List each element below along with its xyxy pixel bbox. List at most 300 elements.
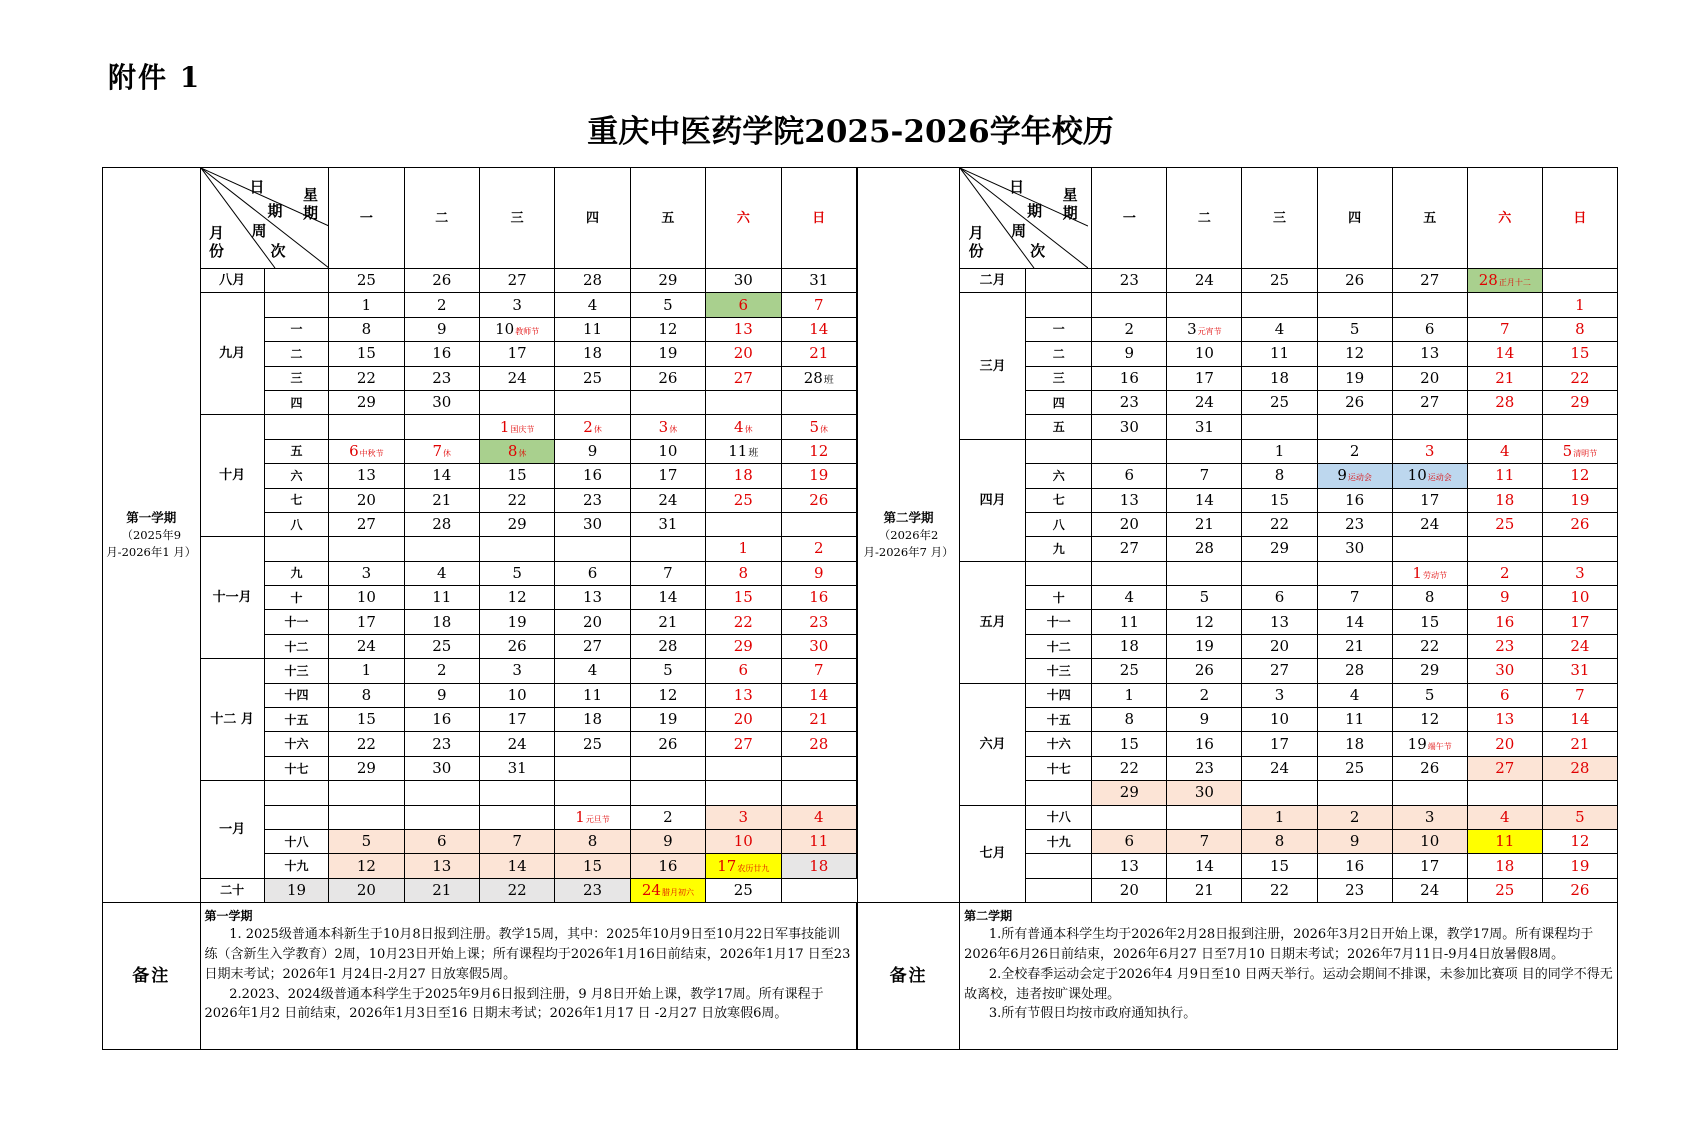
semester2-day-number: 14 [1495,344,1515,363]
semester2-week-number: 十九 [1026,829,1092,853]
semester1-day-annotation: 班 [748,447,759,459]
semester2-day-cell [1242,512,1317,536]
semester2-day-cell [1092,439,1167,463]
semester1-day-cell [781,659,856,683]
semester1-weekday-7: 日 [781,168,856,269]
semester2-day-number: 7 [1500,319,1510,338]
semester2-day-cell [1167,269,1242,293]
semester1-day-number: 8 [587,832,598,851]
semester2-day-cell [1167,829,1242,853]
semester2-day-cell [1392,293,1467,317]
semester1-day-cell [479,561,554,585]
semester1-month-label: 九月 [200,293,264,415]
semester2-diag-zhouci-a: 周 [1011,222,1027,240]
semester2-day-cell [1467,708,1542,732]
semester2-day-cell [1317,805,1392,829]
semester2-day-number: 7 [1575,685,1585,704]
semester1-day-number: 20 [582,612,603,631]
semester1-day-number: 9 [587,441,598,460]
semester1-day-cell [404,878,479,902]
semester1-day-cell [706,317,781,341]
semester1-day-annotation: 休 [518,448,527,458]
semester1-day-number: 7 [663,563,673,582]
semester1-day-number: 29 [733,637,753,656]
semester2-day-cell [1542,317,1617,341]
semester1-day-cell [630,439,705,463]
semester1-day-cell [404,756,479,780]
semester1-day-cell [781,512,856,536]
semester2-day-number: 3 [1424,807,1435,826]
semester2-day-number: 28 [1478,271,1498,290]
semester1-calendar [102,167,857,1050]
semester2-day-cell [1092,317,1167,341]
semester1-day-cell [781,756,856,780]
semester1-day-number: 21 [432,490,452,509]
semester2-day-cell [1467,269,1542,293]
semester1-diag-xingqi: 星期 [303,186,319,222]
semester1-day-number: 7 [512,832,522,851]
semester1-notes-paragraph: 2.2023、2024级普通本科学生于2025年9月6日报到注册，9 月8日开始上课，教学17周。所有课程于2026年1月2 日前结束，2026年1月3日至16 日期末考试；2026年1月17 日 -2月27 日放寒假6周。 [204,986,824,1022]
semester1-day-cell [630,537,705,561]
semester1-day-cell [479,342,554,366]
semester2-day-cell [1167,805,1242,829]
semester2-day-number: 19 [1570,856,1590,875]
semester2-day-cell [1167,756,1242,780]
semester1-day-cell [555,610,630,634]
semester2-day-cell [1542,829,1617,853]
semester2-day-cell [1392,610,1467,634]
semester1-day-cell [404,805,479,829]
semester1-day-number: 26 [809,490,829,509]
semester1-day-cell [479,269,554,293]
semester2-week-number [1026,561,1092,585]
semester1-day-number: 7 [813,295,824,314]
semester2-day-number: 22 [1269,515,1290,534]
semester2-day-cell [1242,439,1317,463]
semester1-day-cell [706,464,781,488]
semester2-day-number: 23 [1119,271,1139,290]
semester2-day-cell [1467,366,1542,390]
semester1-day-annotation: 休 [593,424,602,434]
semester1-day-number: 18 [432,612,452,631]
semester2-term-label [858,168,960,903]
semester1-term-range: （2025年9 月-2026年1 月） [106,528,197,560]
semester1-weekday-2: 二 [404,168,479,269]
semester2-day-number: 28 [1194,539,1214,558]
semester1-day-number: 19 [809,466,829,485]
semester1-day-cell [781,488,856,512]
semester2-day-cell [1392,439,1467,463]
semester1-day-annotation: 国庆节 [510,424,535,434]
semester1-day-number: 23 [809,612,829,631]
semester2-day-number: 18 [1345,734,1365,753]
semester1-day-cell [781,537,856,561]
semester2-day-number: 21 [1345,637,1365,656]
semester2-day-cell [1167,683,1242,707]
semester1-day-number: 13 [356,466,376,485]
semester2-day-number: 3 [1274,685,1285,704]
semester2-day-number: 13 [1119,856,1139,875]
semester1-day-cell [630,732,705,756]
semester1-day-cell [329,854,404,878]
semester2-day-number: 12 [1570,832,1590,851]
semester1-week-number: 九 [264,561,328,585]
semester1-day-cell [479,634,554,658]
semester2-week-number: 九 [1026,537,1092,561]
semester2-day-number: 5 [1349,319,1360,338]
semester2-day-number: 16 [1495,612,1515,631]
semester1-day-cell [630,317,705,341]
semester1-day-cell [479,756,554,780]
semester1-day-number: 22 [356,368,376,387]
semester2-month-label: 二月 [960,269,1026,293]
semester1-day-number: 11 [728,441,748,460]
semester1-day-cell [706,781,781,805]
semester1-day-cell [781,366,856,390]
semester1-day-cell [329,512,404,536]
semester1-day-number: 2 [813,539,824,558]
semester2-week-row [858,683,1618,707]
semester2-day-cell [1242,854,1317,878]
semester2-day-number: 23 [1495,637,1515,656]
semester2-day-cell [1092,708,1167,732]
semester1-day-cell [706,561,781,585]
semester1-day-number: 9 [436,685,447,704]
semester2-day-cell [1092,415,1167,439]
semester2-day-cell [1317,293,1392,317]
semester1-day-number: 9 [436,319,447,338]
semester1-day-number: 27 [733,734,753,753]
semester1-weekday-3: 三 [479,168,554,269]
semester2-day-cell [1092,293,1167,317]
semester1-day-number: 19 [658,344,678,363]
semester1-day-cell [329,634,404,658]
semester2-diag-riqi-b: 期 [1027,202,1043,220]
semester1-day-number: 21 [658,612,678,631]
semester1-day-number: 25 [432,637,452,656]
semester2-day-cell [1467,805,1542,829]
semester2-day-number: 18 [1495,490,1515,509]
semester2-day-cell [1167,366,1242,390]
semester1-day-number: 2 [663,807,673,826]
semester1-day-cell [404,829,479,853]
semester1-day-number: 23 [432,734,452,753]
semester1-day-cell [706,488,781,512]
semester1-day-cell [479,878,554,902]
semester2-day-cell [1392,488,1467,512]
semester1-day-cell [329,683,404,707]
semester1-day-cell [404,854,479,878]
semester2-day-cell [1167,537,1242,561]
semester1-day-cell [329,342,404,366]
semester2-day-number: 27 [1420,393,1440,412]
semester2-day-number: 11 [1119,612,1139,631]
semester2-day-number: 9 [1349,832,1360,851]
semester2-day-number: 21 [1194,880,1214,899]
semester2-day-number: 5 [1199,588,1210,607]
semester2-month-label: 四月 [960,439,1026,561]
semester2-month-label: 六月 [960,683,1026,805]
semester2-day-number: 27 [1420,271,1440,290]
semester2-day-number: 1 [1412,563,1422,582]
semester2-day-number: 17 [1194,368,1214,387]
semester2-day-number: 7 [1349,588,1360,607]
semester2-day-cell [1467,464,1542,488]
semester2-day-cell [1242,293,1317,317]
semester1-day-cell [706,805,781,829]
semester1-week-number [264,781,328,805]
semester2-day-cell [1092,488,1167,512]
semester2-day-cell [1317,610,1392,634]
semester2-day-cell [1167,342,1242,366]
semester1-day-cell [555,805,630,829]
semester2-day-number: 26 [1345,271,1365,290]
semester2-day-cell [1167,293,1242,317]
semester2-day-cell [1317,732,1392,756]
semester2-day-number: 15 [1269,856,1290,875]
semester2-day-cell [1092,854,1167,878]
semester2-week-number: 一 [1026,317,1092,341]
semester1-day-number: 31 [507,759,527,777]
semester2-day-cell [1242,878,1317,902]
semester2-day-annotation: 端午节 [1427,741,1452,751]
semester2-term-name: 第二学期 [883,510,934,526]
semester1-day-number: 15 [356,344,376,363]
semester1-day-cell [706,537,781,561]
semester1-day-cell [630,854,705,878]
semester2-day-cell [1242,537,1317,561]
semester1-day-cell [329,829,404,853]
semester1-day-cell [555,415,630,439]
semester2-day-cell [1467,512,1542,536]
semester2-day-number: 12 [1420,710,1440,729]
semester2-day-number: 26 [1194,661,1214,680]
semester1-day-cell [479,317,554,341]
semester1-day-cell [555,366,630,390]
semester1-day-cell [479,708,554,732]
semester1-day-cell [781,317,856,341]
semester1-day-cell [329,781,404,805]
semester2-day-cell [1542,708,1617,732]
semester2-day-annotation: 正月十二 [1498,278,1531,288]
semester1-week-number [264,293,328,317]
semester2-day-cell [1467,586,1542,610]
semester1-day-cell [555,537,630,561]
semester2-day-number: 14 [1194,856,1214,875]
semester2-day-cell [1392,464,1467,488]
semester2-day-cell [1392,683,1467,707]
semester2-diag-xingqi: 星期 [1062,186,1078,222]
semester2-day-cell [1092,464,1167,488]
semester2-day-cell [1467,781,1542,805]
semester1-day-cell [479,659,554,683]
semester1-day-number: 3 [738,807,749,826]
semester1-day-number: 3 [361,563,372,582]
semester2-day-number: 25 [1269,393,1290,412]
semester1-day-annotation: 中秋节 [359,448,384,458]
semester2-day-number: 21 [1194,515,1214,534]
semester1-week-number: 六 [264,464,328,488]
semester2-day-cell [1092,683,1167,707]
semester1-day-cell [706,366,781,390]
semester1-day-cell [404,342,479,366]
semester1-diag-riqi-a: 日 [249,178,265,196]
semester1-day-cell [706,390,781,414]
semester2-day-cell [1242,390,1317,414]
semester1-day-cell [329,659,404,683]
semester1-week-number: 十四 [264,683,328,707]
semester2-day-cell [1392,269,1467,293]
semester2-day-cell [1317,829,1392,853]
semester2-day-number: 24 [1420,880,1440,899]
semester1-day-number: 5 [663,661,673,680]
semester2-day-number: 16 [1119,368,1139,387]
semester2-day-cell [1242,586,1317,610]
semester2-day-number: 25 [1345,759,1365,777]
semester2-day-number: 10 [1194,344,1214,363]
semester2-week-number [1026,269,1092,293]
semester1-day-cell [630,805,705,829]
semester2-day-number: 8 [1575,319,1585,338]
semester1-day-cell [706,293,781,317]
semester1-day-number: 1 [575,807,585,826]
semester2-day-number: 20 [1495,734,1515,753]
semester2-day-number: 25 [1269,271,1290,290]
semester2-day-cell [1242,708,1317,732]
semester2-day-cell [1542,586,1617,610]
semester2-day-cell [1542,415,1617,439]
semester1-day-number: 14 [809,319,829,338]
semester1-day-number: 21 [809,344,829,363]
semester1-day-cell [630,269,705,293]
semester1-day-cell [329,805,404,829]
semester1-day-number: 15 [356,710,376,729]
semester2-day-cell [1317,854,1392,878]
semester2-weekday-2: 二 [1167,168,1242,269]
semester1-day-annotation: 休 [669,424,678,434]
semester1-term-label [103,168,201,903]
semester1-month-label: 一月 [200,781,264,879]
semester2-day-number: 27 [1495,759,1515,777]
semester2-day-cell [1167,634,1242,658]
semester2-day-cell [1242,829,1317,853]
semester1-day-annotation: 腊月初六 [661,887,694,897]
semester2-day-number: 17 [1570,612,1590,631]
semester1-day-number: 22 [507,880,527,899]
semester1-day-number: 12 [507,588,527,607]
semester2-day-number: 16 [1194,734,1214,753]
semester1-day-number: 6 [349,441,359,460]
semester2-day-number: 13 [1495,710,1515,729]
semester2-day-number: 18 [1269,368,1290,387]
semester2-day-cell [1542,634,1617,658]
semester1-day-number: 29 [356,393,376,412]
semester1-day-cell [404,781,479,805]
semester1-week-number: 十五 [264,708,328,732]
semester2-day-cell [1092,732,1167,756]
semester2-day-number: 6 [1124,832,1135,851]
semester2-day-number: 25 [1495,880,1515,899]
semester2-day-cell [1242,805,1317,829]
semester1-day-number: 10 [733,832,753,851]
semester1-day-cell [264,878,328,902]
semester2-day-cell [1467,732,1542,756]
semester1-day-number: 8 [738,563,749,582]
semester1-day-number: 1 [361,661,372,680]
semester1-day-number: 16 [658,856,678,875]
semester1-day-number: 17 [717,856,737,875]
semester1-day-number: 14 [507,856,527,875]
semester2-day-cell [1242,464,1317,488]
semester2-day-cell [1542,342,1617,366]
semester1-week-number: 二十 [200,878,264,902]
semester1-day-cell [630,878,705,902]
semester1-week-row [103,781,857,805]
semester1-day-number: 26 [658,368,678,387]
semester2-day-number: 8 [1424,588,1435,607]
semester2-weekday-1: 一 [1092,168,1167,269]
semester2-day-cell [1317,708,1392,732]
semester2-day-number: 7 [1199,466,1210,485]
semester2-day-cell [1092,586,1167,610]
semester1-weekday-1: 一 [329,168,404,269]
semester1-day-number: 3 [512,295,522,314]
semester2-day-number: 12 [1194,612,1214,631]
semester1-day-cell [404,586,479,610]
semester1-day-number: 31 [809,271,829,290]
semester1-week-row [103,659,857,683]
semester1-day-cell [404,610,479,634]
semester1-day-cell [630,659,705,683]
semester2-day-cell [1542,683,1617,707]
semester2-day-number: 30 [1495,661,1515,680]
semester2-header-row [858,168,1618,269]
semester1-day-number: 9 [663,832,673,851]
semester1-day-cell [630,415,705,439]
semester1-day-cell [479,488,554,512]
semester2-day-number: 19 [1345,368,1365,387]
semester1-day-number: 17 [507,344,527,363]
semester2-day-number: 10 [1407,466,1427,485]
semester1-day-number: 14 [658,588,678,607]
semester1-day-cell [329,293,404,317]
semester2-day-cell [1092,342,1167,366]
semester2-day-cell [1392,781,1467,805]
semester2-day-number: 8 [1124,710,1135,729]
semester1-day-number: 4 [436,563,447,582]
semester1-week-number: 十六 [264,732,328,756]
semester2-day-cell [1317,634,1392,658]
semester2-day-cell [1317,269,1392,293]
semester1-diag-zhouci-a: 周 [251,222,267,240]
semester1-day-number: 20 [356,880,376,899]
semester2-day-cell [1392,854,1467,878]
semester1-day-number: 22 [733,612,753,631]
semester2-day-number: 24 [1570,637,1590,656]
semester1-day-number: 27 [582,637,603,656]
semester1-day-cell [630,488,705,512]
semester1-day-number: 22 [356,734,376,753]
semester1-day-number: 10 [495,319,515,338]
semester1-day-number: 12 [356,856,376,875]
semester1-day-number: 12 [658,319,678,338]
semester2-day-number: 4 [1500,441,1510,460]
semester1-week-number [264,415,328,439]
semester1-day-cell [479,439,554,463]
semester2-day-number: 23 [1119,393,1139,412]
semester2-weekday-7: 日 [1542,168,1617,269]
semester1-day-number: 3 [658,417,669,436]
